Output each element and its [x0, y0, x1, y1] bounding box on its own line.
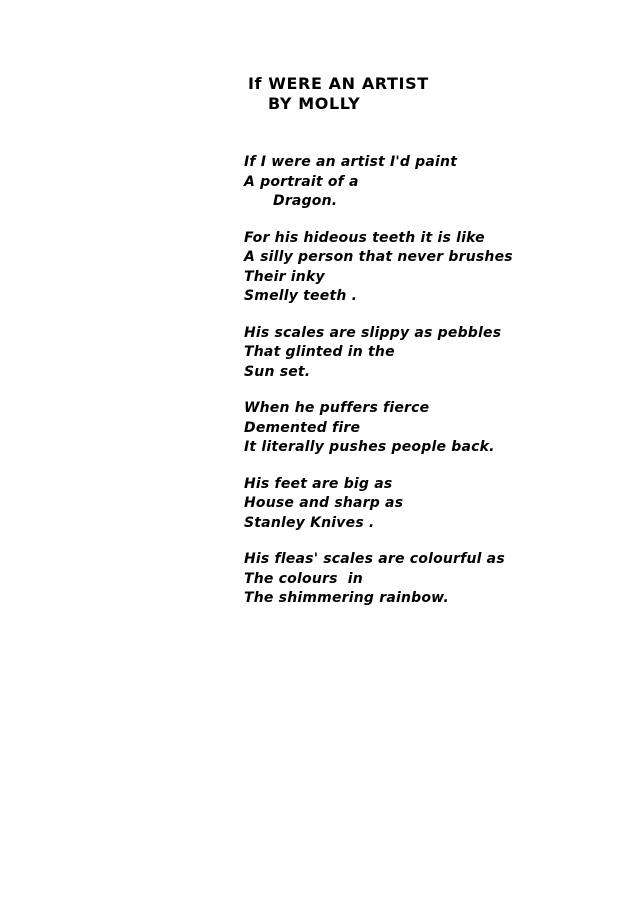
poem-line: His fleas' scales are colourful as	[244, 551, 505, 567]
poem-line: His feet are big as	[244, 475, 393, 492]
poem-line: Demented fire	[244, 419, 361, 436]
poem-line: It literally pushes people back.	[244, 439, 495, 455]
poem-line: That glinted in the	[244, 344, 395, 360]
poem-line: Smelly teeth .	[244, 288, 358, 304]
poem-line: Sun set.	[244, 363, 311, 380]
poem-line: His scales are slippy as pebbles	[244, 324, 502, 341]
stanza-2	[244, 229, 624, 307]
poem-line: When he puffers fierce	[244, 400, 430, 416]
poem-line: The colours in	[244, 570, 363, 587]
stanza-1	[244, 153, 624, 212]
stanza-6	[244, 550, 624, 609]
stanza-4	[244, 399, 624, 458]
stanza-3	[244, 324, 624, 383]
poem-title-block	[248, 74, 608, 114]
poem-body	[244, 153, 624, 626]
poem-line: Dragon.	[273, 193, 338, 209]
poem-line: The shimmering rainbow.	[244, 590, 449, 606]
poem-author: BY MOLLY	[268, 94, 361, 113]
poem-line: Stanley Knives .	[244, 514, 375, 531]
poem-line: If I were an artist I'd paint	[244, 154, 458, 170]
poem-line: Their inky	[244, 268, 325, 285]
poem-line: A silly person that never brushes	[244, 249, 513, 265]
poem-line: For his hideous teeth it is like	[244, 229, 485, 246]
stanza-5	[244, 475, 624, 534]
poem-line: A portrait of a	[244, 173, 359, 190]
poem-line: House and sharp as	[244, 495, 404, 511]
poem-title: If WERE AN ARTIST	[248, 74, 429, 93]
